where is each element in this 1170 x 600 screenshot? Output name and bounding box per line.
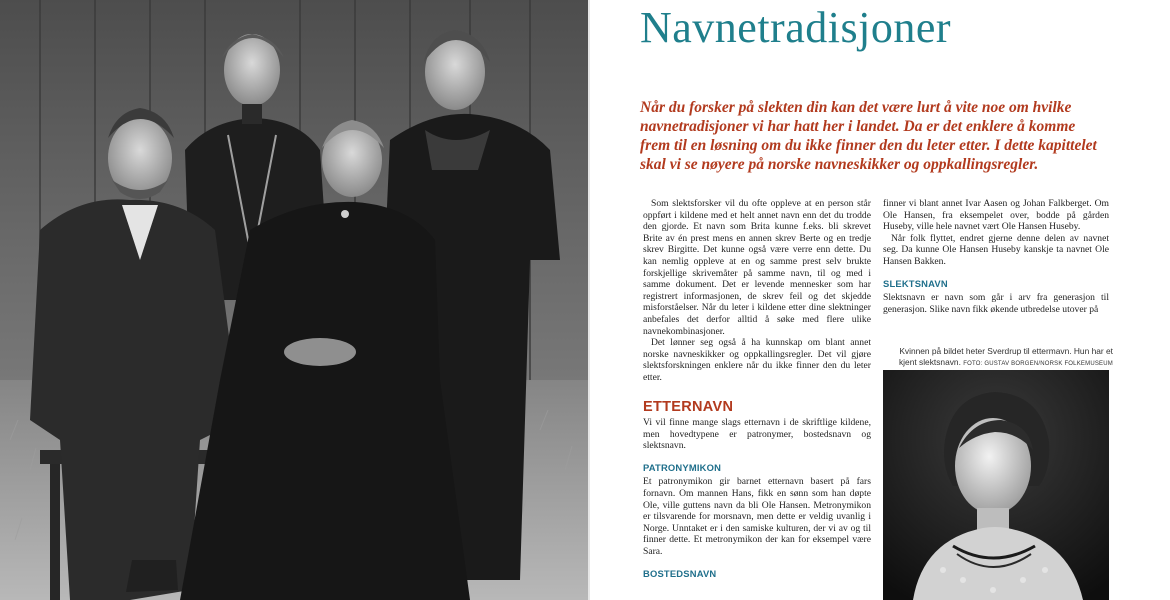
page-gutter — [588, 0, 590, 600]
body-paragraph: Det lønner seg også å ha kunnskap om blant annet norske navneskikker og oppkallingsregler. Det vil gjøre slektsforskningen enklere når du ikke finner den du leter etter. — [643, 337, 871, 383]
subheading-patronymikon: PATRONYMIKON — [643, 461, 722, 473]
body-paragraph: Når folk flyttet, endret gjerne denne delen av navnet seg. Da kunne Ole Hansen Huseby kanskje ta navnet Ole Hansen Bakken. — [883, 232, 1109, 267]
text-column-1 — [643, 198, 871, 582]
subheading-bostedsnavn: BOSTEDSNAVN — [643, 567, 717, 579]
body-paragraph: Som slektsforsker vil du ofte oppleve at en person står oppført i kildene med et helt annet navn enn det du trodde den gjorde. Et navn som Brita kunne f.eks. bli skrevet Brite av én prest mens en annen skrev Berte og en tredje skrev Birgitte. Det kunne også være verre enn dette. Du kan nemlig oppleve at en og samme prest selv brukte forskjellige skrivemåter på samme navn, til og med i samme dokument. Det er levende mennesker som har registrert informasjonen, de skrev feil og det skjedde misforståelser. Når du leter i kildene etter dine slektninger anbefales det derfor alltid å søke med flere ulike navnekombinasjoner. — [643, 198, 871, 337]
photo-credit: FOTO: GUSTAV BORGEN/NORSK FOLKEMUSEUM — [963, 360, 1113, 367]
subheading-slektsnavn: SLEKTSNAVN — [883, 277, 948, 289]
page-title: Navnetradisjoner — [640, 3, 951, 52]
woman-portrait-illustration — [883, 370, 1109, 600]
photo-caption — [885, 346, 1113, 369]
text-column-2 — [883, 198, 1109, 315]
section-heading-etternavn: ETTERNAVN — [643, 398, 734, 415]
body-paragraph: finner vi blant annet Ivar Aasen og Johan Falkberget. Om Ole Hansen, fra eksempelet over, bodde på gården Huseby, ville hele navnet vært Ole Hansen Huseby. — [883, 198, 1109, 233]
body-paragraph: Vi vil finne mange slags etternavn i de skriftlige kildene, men hovedtypene er patronymer, bostedsnavn og slektsnavn. — [643, 417, 871, 452]
body-paragraph: Et patronymikon gir barnet etternavn basert på fars fornavn. Om mannen Hans, fikk en sønn som han døpte Ole, ville guttens navn da bli Ole Hansen. Metronymikon er tilsvarende for morsnavn, men dette er veldig uvanlig i Norge. Unntaket er i den samiske kulturen, der vi av og til finner dette. Et metronymikon der kan for eksempel være Sara. — [643, 476, 871, 558]
caption-text: Kvinnen på bildet heter Sverdrup til ettermavn. Hun har et kjent slektsnavn. — [898, 346, 1113, 367]
lead-paragraph: Når du forsker på slekten din kan det være lurt å vite noe om hvilke navnetradisjoner vi har hatt her i landet. Da er det enklere å komme frem til en løsning om du ikke finner den du leter etter. I dette kapittelet skal vi se nøyere på norske navneskikker og oppkallingsregler. — [640, 99, 1097, 173]
body-paragraph: Slektsnavn er navn som går i arv fra generasjon til generasjon. Slike navn fikk økende utbredelse utover på — [883, 292, 1109, 315]
sverdrup-portrait-photo — [883, 370, 1109, 600]
